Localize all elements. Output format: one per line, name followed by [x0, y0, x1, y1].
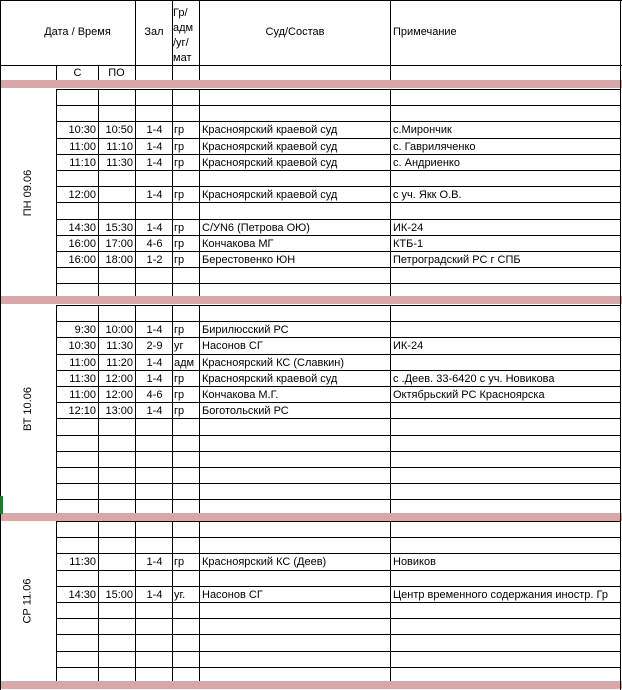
- court-cell: Красноярский краевой суд: [202, 124, 338, 136]
- type-cell: гр: [174, 238, 185, 250]
- type-cell: гр: [174, 157, 185, 169]
- hall-cell: 1-4: [146, 589, 163, 601]
- note-cell: с. Андриенко: [393, 157, 460, 169]
- time-from: 12:10: [68, 405, 96, 417]
- time-to: 12:00: [105, 389, 133, 401]
- time-to: 11:30: [106, 340, 133, 352]
- time-to: 17:00: [105, 238, 133, 250]
- day-separator-band: [0, 513, 622, 521]
- header-divider: [390, 0, 391, 80]
- court-cell: Красноярский краевой суд: [202, 189, 338, 201]
- time-to: 10:50: [105, 124, 133, 136]
- hall-cell: 1-4: [146, 124, 163, 136]
- court-cell: Красноярский краевой суд: [202, 157, 338, 169]
- time-to: 10:00: [105, 324, 133, 336]
- type-cell: гр: [174, 556, 185, 568]
- note-cell: Петроградский РС г СПБ: [393, 254, 521, 266]
- header-divider: [98, 65, 99, 80]
- header-bottom-border: [0, 65, 622, 66]
- court-cell: Насонов СГ: [202, 340, 263, 352]
- time-to: 12:00: [105, 373, 133, 385]
- header-type: [173, 6, 199, 66]
- type-cell: адм: [174, 357, 195, 369]
- header-type-line: адм: [173, 22, 194, 34]
- time-from: 16:00: [68, 254, 96, 266]
- header-hall: Зал: [144, 26, 164, 38]
- court-cell: Кончакова МГ: [202, 238, 274, 250]
- hall-cell: 1-4: [146, 556, 163, 568]
- type-cell: гр: [174, 222, 185, 234]
- row-divider: [56, 283, 620, 284]
- type-cell: уг: [174, 340, 184, 352]
- time-to: 13:00: [105, 405, 133, 417]
- time-to: 11:20: [106, 357, 133, 369]
- row-divider: [56, 537, 620, 538]
- hall-cell: 1-2: [146, 254, 163, 266]
- note-cell: с.Мирончик: [393, 124, 452, 136]
- day-label-text: СР 11.06: [22, 578, 34, 624]
- column-divider: [390, 521, 391, 681]
- time-from: 11:30: [69, 556, 96, 568]
- time-to: 15:00: [105, 589, 133, 601]
- type-cell: гр: [174, 405, 185, 417]
- row-divider: [56, 667, 620, 668]
- hall-cell: 1-4: [146, 222, 163, 234]
- selection-marker: [0, 496, 3, 514]
- note-cell: ИК-24: [393, 222, 424, 234]
- hall-cell: 1-4: [146, 324, 163, 336]
- court-cell: Насонов СГ: [202, 589, 263, 601]
- row-divider: [56, 435, 620, 436]
- hall-cell: 1-4: [146, 141, 163, 153]
- court-cell: Бирилюсский РС: [202, 324, 289, 336]
- hall-cell: 2-9: [146, 340, 163, 352]
- court-cell: Берестовенко ЮН: [202, 254, 296, 266]
- day-label: [18, 89, 38, 296]
- type-cell: гр: [174, 324, 185, 336]
- hall-cell: 1-4: [146, 373, 163, 385]
- court-cell: Боготольский РС: [202, 405, 289, 417]
- row-divider: [56, 570, 620, 571]
- time-from: 11:00: [69, 141, 96, 153]
- header-divider: [172, 0, 173, 80]
- type-cell: гр: [174, 389, 185, 401]
- day-label-text: ВТ 10.06: [22, 387, 34, 431]
- type-cell: уг.: [174, 589, 186, 601]
- day-label: [18, 521, 38, 681]
- header-datetime: Дата / Время: [44, 26, 111, 38]
- time-from: 9:30: [74, 324, 96, 336]
- column-divider: [172, 521, 173, 681]
- header-type-line: /уг/: [173, 37, 189, 49]
- row-divider: [56, 521, 620, 522]
- type-cell: гр: [174, 189, 185, 201]
- day-label-text: ПН 09.06: [22, 169, 34, 216]
- table-edge: [0, 0, 1, 690]
- column-divider: [199, 521, 200, 681]
- header-divider: [56, 65, 57, 80]
- row-divider: [56, 499, 620, 500]
- row-divider: [56, 483, 620, 484]
- note-cell: с уч. Якк О.В.: [393, 189, 462, 201]
- note-cell: Центр временного содержания иностр. Гр: [393, 589, 608, 601]
- time-from: 10:30: [68, 124, 96, 136]
- hall-cell: 1-4: [146, 157, 163, 169]
- time-from: 10:30: [68, 340, 96, 352]
- hall-cell: 4-6: [146, 389, 163, 401]
- row-divider: [56, 305, 620, 306]
- column-divider: [135, 521, 136, 681]
- header-top-border: [0, 0, 622, 1]
- court-cell: Красноярский краевой суд: [202, 373, 338, 385]
- column-divider: [56, 521, 57, 681]
- court-cell: С/УN6 (Петрова ОЮ): [202, 222, 310, 234]
- row-divider: [56, 467, 620, 468]
- note-cell: Новиков: [393, 556, 436, 568]
- hall-cell: 1-4: [146, 189, 163, 201]
- day-separator-band: [0, 80, 622, 88]
- court-cell: Красноярский КС (Славкин): [202, 357, 345, 369]
- note-cell: ИК-24: [393, 340, 424, 352]
- column-divider: [98, 521, 99, 681]
- day-separator-band: [0, 296, 622, 304]
- type-cell: гр: [174, 254, 185, 266]
- time-from: 11:30: [69, 373, 96, 385]
- row-divider: [56, 451, 620, 452]
- time-from: 16:00: [68, 238, 96, 250]
- type-cell: гр: [174, 124, 185, 136]
- time-to: 11:10: [106, 141, 133, 153]
- row-divider: [56, 651, 620, 652]
- header-divider: [135, 0, 136, 80]
- time-from: 14:30: [68, 222, 96, 234]
- header-type-line: мат: [173, 52, 192, 64]
- row-divider: [56, 618, 620, 619]
- time-from: 12:00: [68, 189, 96, 201]
- note-cell: с. Гавриляченко: [393, 141, 476, 153]
- time-from: 11:10: [69, 157, 96, 169]
- hall-cell: 4-6: [146, 238, 163, 250]
- time-to: 18:00: [105, 254, 133, 266]
- header-to: ПО: [108, 67, 125, 79]
- time-from: 11:00: [69, 357, 96, 369]
- note-cell: с .Деев. 33-6420 с уч. Новикова: [393, 373, 555, 385]
- type-cell: гр: [174, 373, 185, 385]
- header-from: С: [73, 67, 82, 79]
- time-from: 11:00: [69, 389, 96, 401]
- header-note: Примечание: [393, 26, 457, 38]
- type-cell: гр: [174, 141, 185, 153]
- row-divider: [56, 105, 620, 106]
- row-divider: [56, 89, 620, 90]
- header-type-line: Гр/: [173, 7, 188, 19]
- court-cell: Красноярский краевой суд: [202, 141, 338, 153]
- time-to: 15:30: [105, 222, 133, 234]
- court-cell: Красноярский КС (Деев): [202, 556, 327, 568]
- hall-cell: 1-4: [146, 357, 163, 369]
- court-cell: Кончакова М.Г.: [202, 389, 279, 401]
- note-cell: КТБ-1: [393, 238, 424, 250]
- header-divider: [199, 0, 200, 80]
- day-separator-band: [0, 681, 622, 689]
- note-cell: Октябрьский РС Красноярска: [393, 389, 545, 401]
- time-from: 14:30: [68, 589, 96, 601]
- day-label: [18, 305, 38, 513]
- time-to: 11:30: [106, 157, 133, 169]
- hall-cell: 1-4: [146, 405, 163, 417]
- header-court: Суд/Состав: [265, 26, 325, 38]
- row-divider: [56, 634, 620, 635]
